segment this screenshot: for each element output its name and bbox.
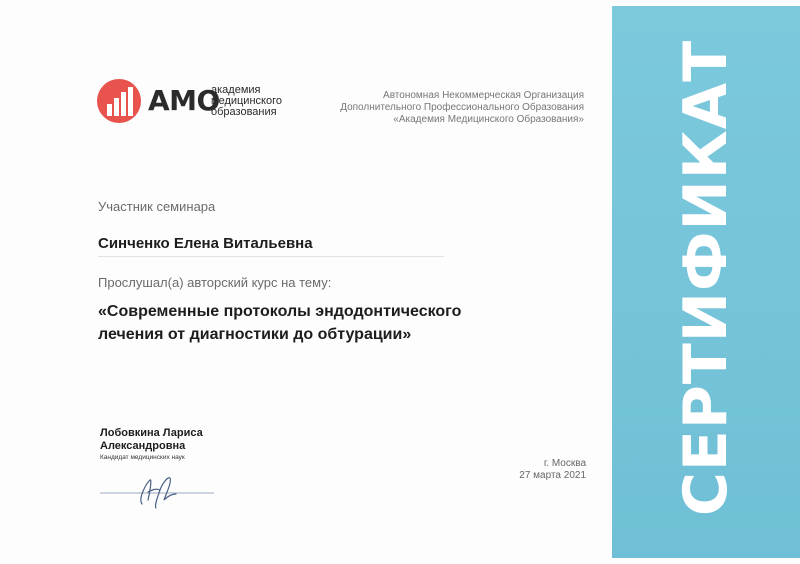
signature-icon <box>98 470 218 510</box>
participant-label: Участник семинара <box>98 199 216 214</box>
signer-name-line: Александровна <box>100 440 186 452</box>
logo-line: образования <box>211 106 277 118</box>
course-title <box>98 300 528 346</box>
logo-line: медицинского <box>211 95 282 107</box>
issue-place-date <box>500 458 586 482</box>
signer-name-line: Лобовкина Лариса <box>100 427 203 439</box>
name-underline <box>98 256 444 257</box>
issue-city: г. Москва <box>543 458 586 469</box>
organization-name <box>340 90 584 126</box>
logo-mark-icon <box>96 78 142 124</box>
signer-degree: Кандидат медицинских наук <box>100 454 185 461</box>
certificate-side-title: СЕРТИФИКАТ <box>671 39 741 517</box>
logo-wordmark <box>211 85 282 118</box>
course-intro: Прослушал(а) авторский курс на тему: <box>98 275 332 290</box>
signer-name <box>100 427 203 453</box>
logo-line: академия <box>211 84 261 96</box>
course-title-line: лечения от диагностики до обтурации» <box>98 326 412 343</box>
issue-date: 27 марта 2021 <box>519 470 586 481</box>
organization-line: «Академия Медицинского Образования» <box>393 114 584 125</box>
organization-line: Дополнительного Профессионального Образования <box>340 102 584 113</box>
organization-line: Автономная Некоммерческая Организация <box>383 90 584 101</box>
course-title-line: «Современные протоколы эндодонтического <box>98 303 462 320</box>
participant-name: Синченко Елена Витальевна <box>98 235 313 252</box>
academy-logo <box>96 78 286 128</box>
logo-abbreviation: АМО <box>148 84 220 117</box>
